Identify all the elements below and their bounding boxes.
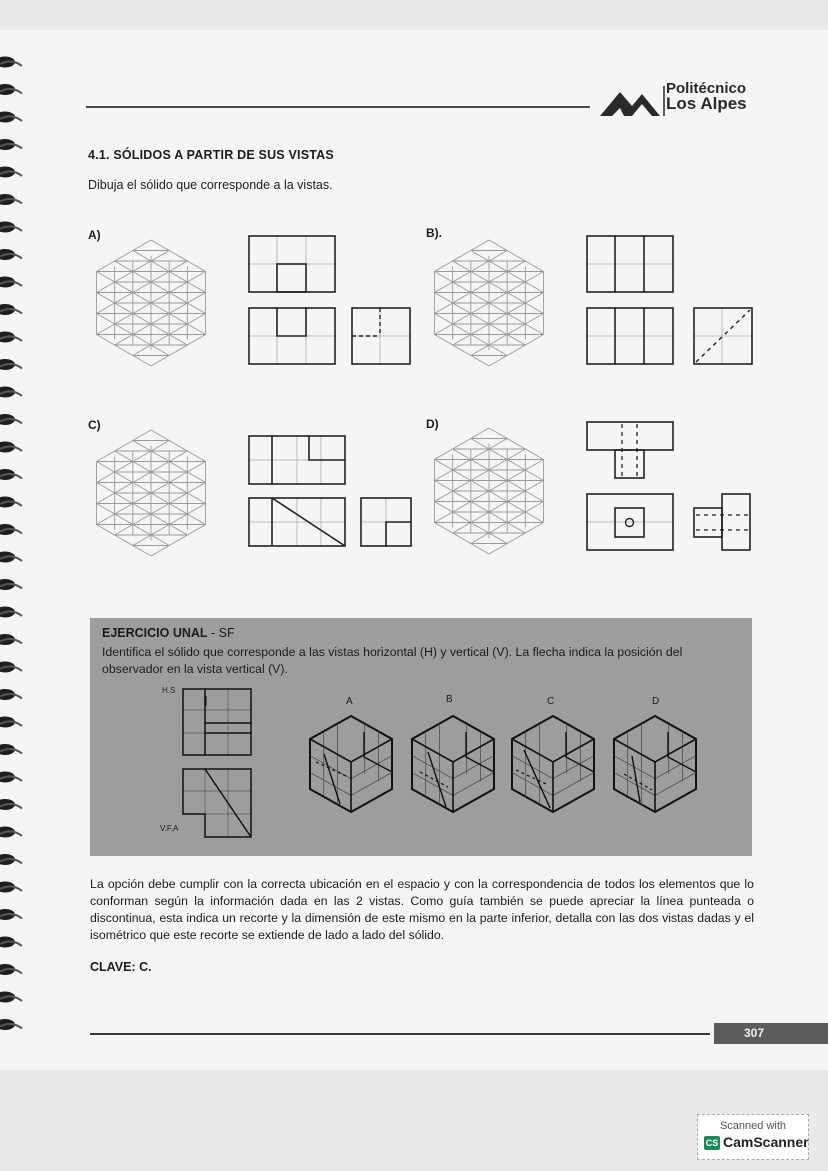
view-top-label: H.S <box>162 686 176 695</box>
scanner-name: CamScanner <box>723 1134 809 1150</box>
problem-b-label: B). <box>426 226 442 240</box>
exercise-title-suffix: - SF <box>207 626 235 640</box>
problem-c-label: C) <box>88 418 101 432</box>
scanner-logo-icon: CS <box>705 1138 719 1148</box>
brand-name <box>666 81 747 111</box>
section-title: 4.1. SÓLIDOS A PARTIR DE SUS VISTAS <box>88 148 334 162</box>
option-a-label: A <box>346 696 353 707</box>
footer-rule <box>90 1033 710 1035</box>
brand-line-2: Los Alpes <box>666 94 747 113</box>
exercise-title-main: EJERCICIO UNAL <box>102 626 208 640</box>
scanner-top-text: Scanned with <box>719 1120 787 1132</box>
exercise-title <box>102 626 235 640</box>
option-b-label: B <box>446 694 453 705</box>
option-b-solid <box>408 712 498 816</box>
option-c-solid <box>508 712 598 816</box>
view-c-front <box>248 497 346 547</box>
view-d-side <box>693 493 751 551</box>
view-a-side <box>351 307 411 365</box>
scanner-watermark <box>697 1114 809 1160</box>
instruction-text: Dibuja el sólido que corresponde a la vistas. <box>88 178 333 192</box>
exercise-box <box>90 618 752 856</box>
isometric-grid-b <box>426 240 552 366</box>
view-front-label: V.F.A <box>160 824 179 833</box>
isometric-grid-a <box>88 240 214 366</box>
view-b-top <box>586 235 674 293</box>
problem-d-label: D) <box>426 417 439 431</box>
answer-key: CLAVE: C. <box>90 960 152 974</box>
option-d-solid <box>610 712 700 816</box>
view-b-front <box>586 307 674 365</box>
view-a-top <box>248 235 336 293</box>
isometric-grid-c <box>88 430 214 556</box>
brand-line-1: Politécnico <box>666 80 747 97</box>
view-b-side <box>693 307 753 365</box>
option-d-label: D <box>652 696 660 707</box>
explanation-text: La opción debe cumplir con la correcta ubicación en el espacio y con la correspondencia de todos los elementos que lo conforman según la información dada en las 2 vistas. Como guía también se puede apreciar la línea punteada o discontinua, esta indica un recorte y la dimensión de este mismo en la parte inferior, detalla con las dos vistas dadas y el isométrico que este recorte se extiende de lado a lado del sólido. <box>90 877 754 942</box>
header-rule <box>86 106 590 108</box>
view-d-top <box>586 421 674 479</box>
option-c-label: C <box>547 696 555 707</box>
view-c-top <box>248 435 346 485</box>
page-number: 307 <box>714 1023 828 1044</box>
exercise-text: Identifica el sólido que corresponde a las vistas horizontal (H) y vertical (V). La flecha indica la posición del observador en la vista vertical (V). <box>102 645 683 676</box>
exercise-view-front <box>182 768 252 838</box>
isometric-grid-d <box>426 428 552 554</box>
spiral-binding <box>0 50 40 1050</box>
view-c-side <box>360 497 412 547</box>
option-a-solid <box>306 712 396 816</box>
exercise-view-top <box>182 688 252 756</box>
view-d-front <box>586 493 674 551</box>
problem-a-label: A) <box>88 228 101 242</box>
view-a-front <box>248 307 336 365</box>
